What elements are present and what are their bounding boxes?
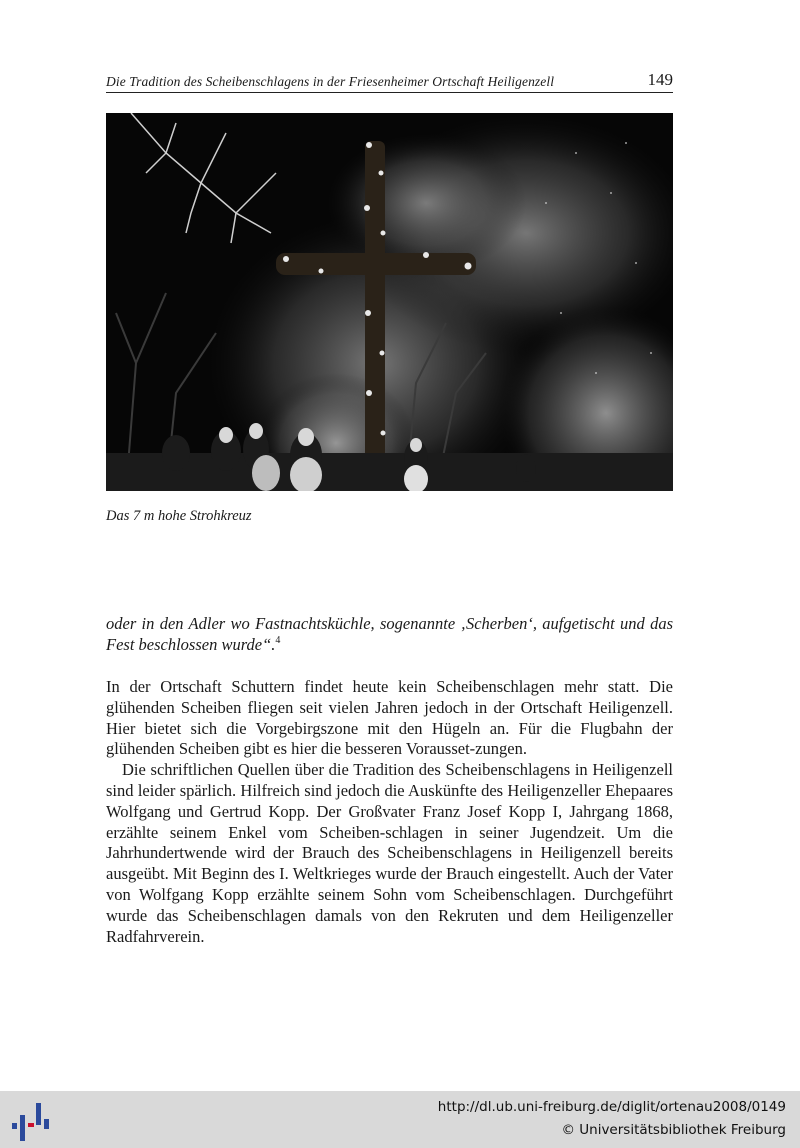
paragraph-1: In der Ortschaft Schuttern findet heute kein Scheibenschlagen mehr statt. Die glühenden Scheiben fliegen seit vielen Jahren jedoch in der Ortschaft Heiligenzell. Hier bietet sich die Vorgebirgszone mit den Hügeln an. Für die Flugbahn der glühenden Scheiben gibt es hier die besseren Vorausset-zungen. [106, 677, 673, 759]
burning-cross-photo [106, 113, 673, 491]
footnote-reference: 4 [275, 634, 281, 646]
figure-caption: Das 7 m hohe Strohkreuz [106, 508, 252, 524]
copyright-notice: © Universitätsbibliothek Freiburg [561, 1122, 786, 1138]
quote-text: oder in den Adler wo Fastnachtsküchle, sogenannte ‚Scherben‘, aufgetischt und das Fest beschlossen wurde“. [106, 614, 673, 654]
page-number: 149 [647, 70, 673, 89]
running-head-title: Die Tradition des Scheibenschlagens in der Friesenheimer Ortschaft Heiligenzell [106, 74, 555, 89]
running-head [106, 70, 673, 93]
paragraph-2: Die schriftlichen Quellen über die Tradition des Scheibenschlagens in Heiligenzell sind leider spärlich. Hilfreich sind jedoch die Auskünfte des Heiligenzeller Ehepaares Wolfgang und Gertrud Kopp. Der Großvater Franz Josef Kopp I, Jahrgang 1868, erzählte seinem Enkel vom Scheiben-schlagen in seiner Jugendzeit. Um die Jahrhundertwende wird der Brauch des Scheibenschlagens in Heiligenzell bereits ausgeübt. Mit Beginn des I. Weltkrieges wurde der Brauch eingestellt. Auch der Vater von Wolfgang Kopp erzählte seinem Sohn vom Scheibenschlagen. Durchgeführt wurde das Scheibenschlagen damals von den Rekruten und dem Heiligenzeller Radfahrverein. [106, 760, 673, 946]
library-logo-icon [10, 1101, 50, 1141]
footer-bar [0, 1091, 800, 1148]
body-text [106, 677, 673, 947]
quote-continuation [106, 614, 673, 655]
source-url[interactable]: http://dl.ub.uni-freiburg.de/diglit/ortenau2008/0149 [437, 1099, 786, 1115]
